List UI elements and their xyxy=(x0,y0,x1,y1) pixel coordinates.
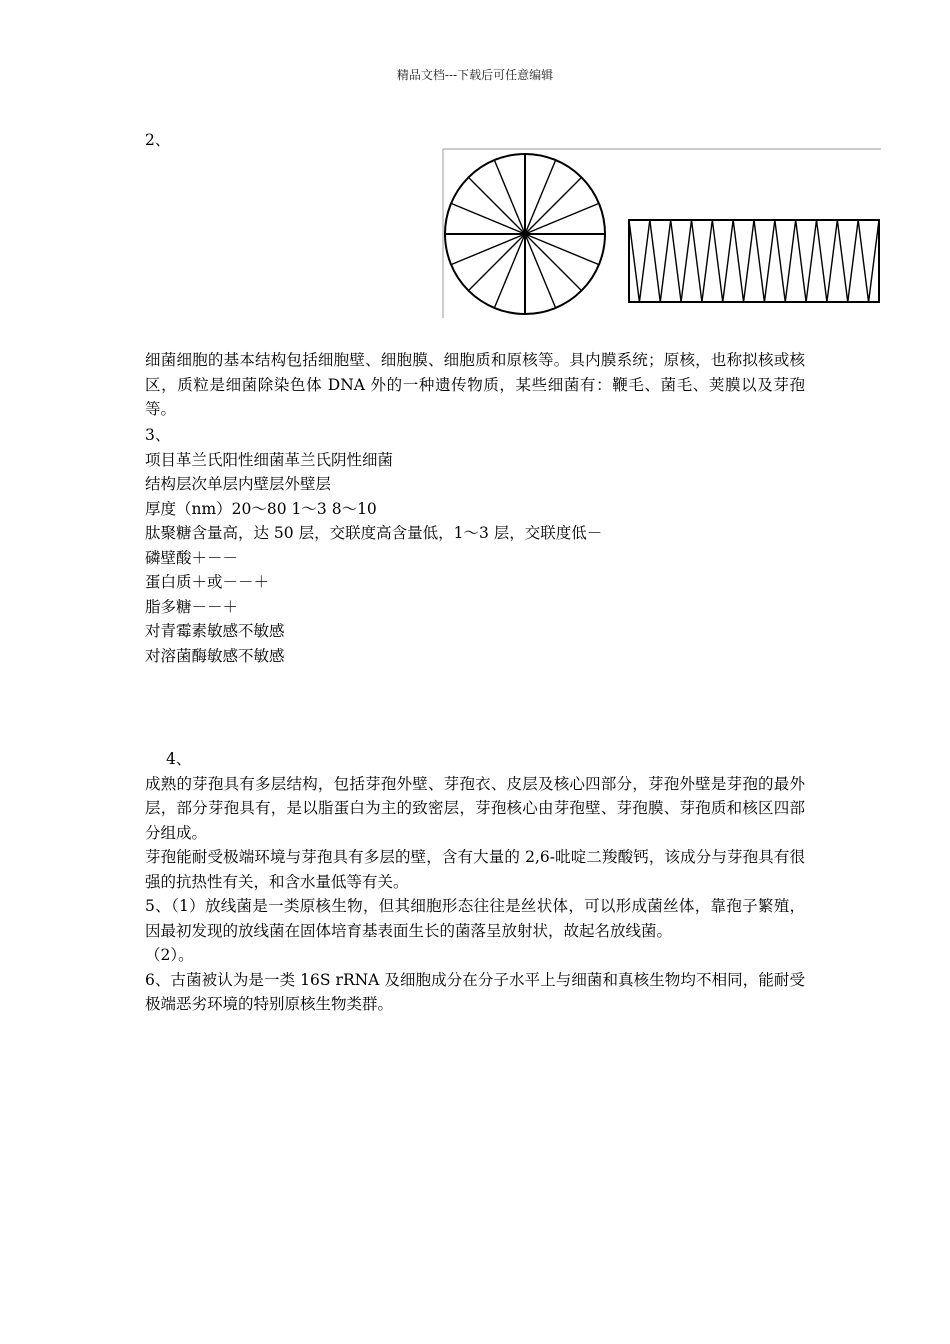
section-2-paragraph: 细菌细胞的基本结构包括细胞壁、细胞膜、细胞质和原核等。具内膜系统；原核，也称拟核或核区，质粒是细菌除染色体 DNA 外的一种遗传物质，某些细菌有：鞭毛、菌毛、荚膜以及芽孢等。 xyxy=(145,351,805,418)
wheel-spoke xyxy=(468,234,525,291)
wheel-spoke xyxy=(525,177,582,234)
comparison-line: 厚度（nm）20～80 1～3 8～10 xyxy=(145,499,377,518)
zigzag-line xyxy=(629,220,879,302)
zigzag-strip xyxy=(629,220,879,302)
wheel-and-zigzag-figure xyxy=(441,148,881,320)
section-5-part-2: （2）。 xyxy=(145,946,194,964)
comparison-line: 项目革兰氏阳性细菌革兰氏阴性细菌 xyxy=(145,450,394,469)
section-2-body xyxy=(145,348,805,422)
figure-svg xyxy=(441,148,881,320)
section-3-body xyxy=(145,423,805,668)
section-4-paragraph: 芽孢能耐受极端环境与芽孢具有多层的壁，含有大量的 2,6-吡啶二羧酸钙，该成分与芽孢具有很强的抗热性有关，和含水量低等有关。 xyxy=(145,848,805,891)
wheel-spoke xyxy=(468,177,525,234)
section-4-number: 4、 xyxy=(166,750,192,768)
comparison-line: 磷壁酸＋－－ xyxy=(145,548,239,567)
comparison-line: 肽聚糖含量高，达 50 层，交联度高含量低，1～3 层，交联度低－ xyxy=(145,524,603,542)
comparison-line: 结构层次单层内壁层外壁层 xyxy=(145,475,332,493)
section-4-body xyxy=(145,747,805,1017)
comparison-line: 蛋白质＋或－－＋ xyxy=(145,573,270,591)
wheel-spoke xyxy=(525,234,582,291)
section-4-paragraph: 成熟的芽孢具有多层结构，包括芽孢外壁、芽孢衣、皮层及核心四部分，芽孢外壁是芽孢的最外层，部分芽孢具有，是以脂蛋白为主的致密层，芽孢核心由芽孢壁、芽孢膜、芽孢质和核区四部分组成。 xyxy=(145,774,805,842)
spoke-wheel xyxy=(445,154,605,314)
section-6-paragraph: 6、古菌被认为是一类 16S rRNA 及细胞成分在分子水平上与细菌和真核生物均不相同，能耐受极端恶劣环境的特别原核生物类群。 xyxy=(145,970,805,1013)
comparison-line: 脂多糖－－＋ xyxy=(145,597,239,616)
section-3-number: 3、 xyxy=(145,426,171,444)
section-5-paragraph: 5、（1）放线菌是一类原核生物，但其细胞形态往往是丝状体，可以形成菌丝体，靠孢子繁殖，因最初发现的放线菌在固体培育基表面生长的菌落呈放射状，故起名放线菌。 xyxy=(145,897,805,940)
comparison-line: 对溶菌酶敏感不敏感 xyxy=(145,646,285,665)
zigzag-frame xyxy=(629,220,879,302)
page-header: 精品文档---下载后可任意编辑 xyxy=(396,68,554,82)
section-2-number: 2、 xyxy=(145,131,171,149)
comparison-line: 对青霉素敏感不敏感 xyxy=(145,622,285,640)
